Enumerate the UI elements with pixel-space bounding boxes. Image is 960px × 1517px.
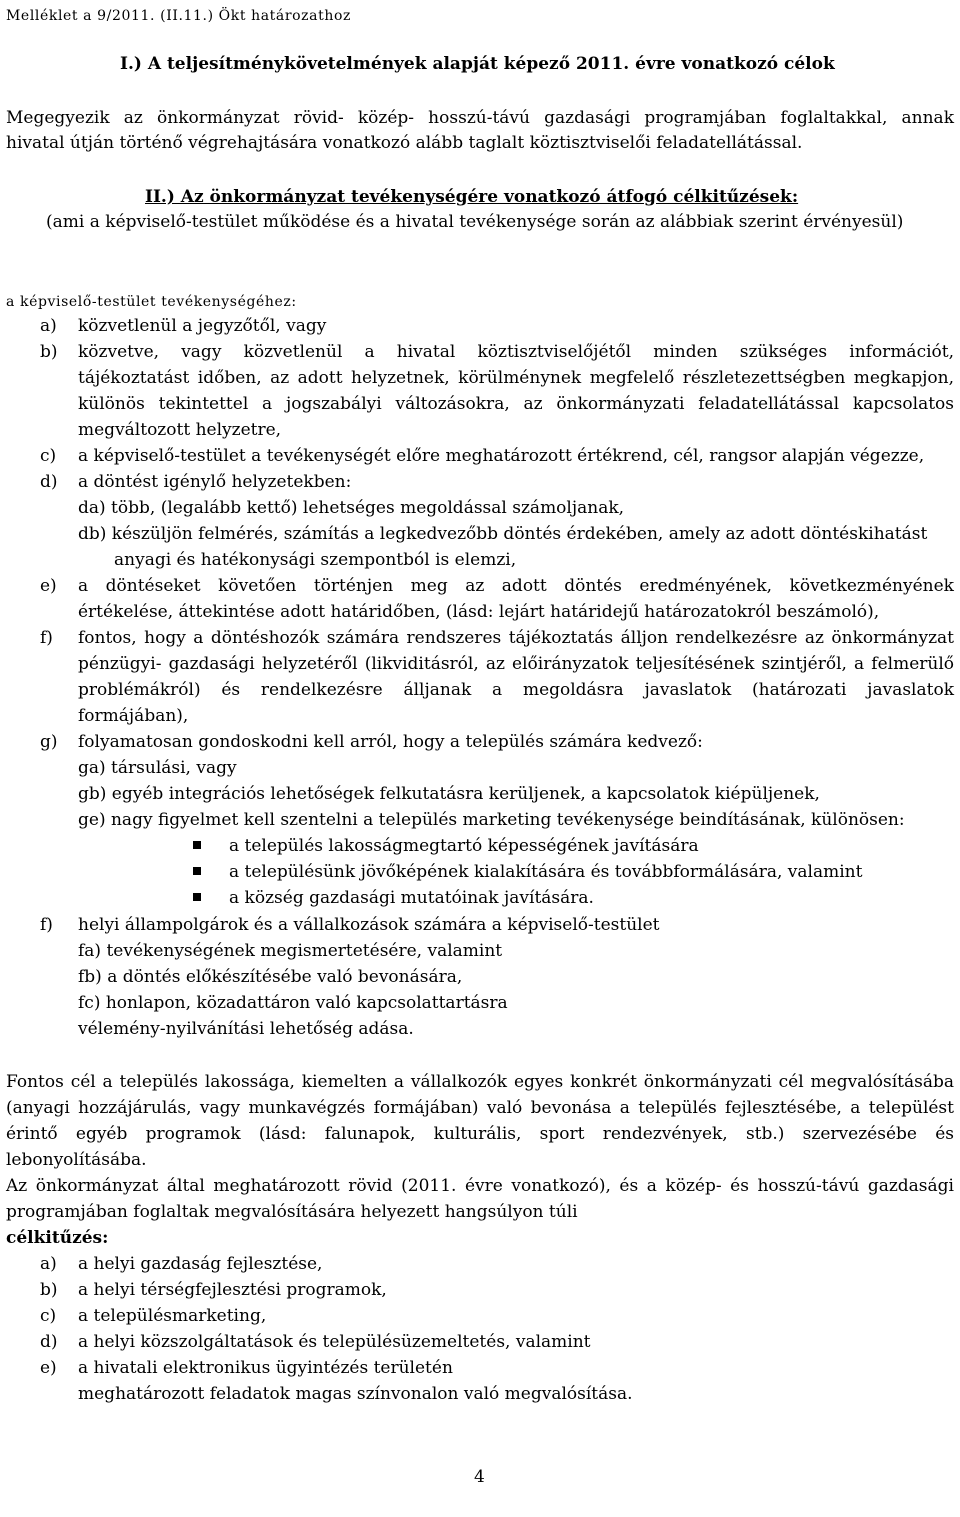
attachment-header: Melléklet a 9/2011. (II.11.) Ökt határozathoz — [6, 8, 351, 24]
list-item — [40, 628, 954, 648]
closing-paragraph-line: (anyagi hozzájárulás, vagy munkavégzés formájában) való bevonása a település fejlesztésébe, a települést — [6, 1098, 954, 1118]
list-continuation: tájékoztatást időben, az adott helyzetnek, körülménynek megfelelő részletezettségben megkapjon, — [78, 368, 954, 388]
goal-continuation: meghatározott feladatok magas színvonalon való megvalósítása. — [78, 1384, 633, 1404]
list-item — [40, 446, 924, 466]
sub-list-item: fc) honlapon, közadattáron való kapcsolattartásra — [78, 993, 508, 1013]
list-label: e) — [40, 576, 57, 596]
sub-list-item: ga) társulási, vagy — [78, 758, 237, 778]
square-bullet-icon — [193, 893, 201, 901]
list-text: közvetlenül a jegyzőtől, vagy — [78, 316, 327, 336]
list-text: a képviselő-testület a tevékenységét előre meghatározott értékrend, cél, rangsor alapján végezze, — [78, 446, 925, 466]
list-text: fontos, hogy a döntéshozók számára rendszeres tájékoztatás álljon rendelkezésre az önkormányzat — [78, 628, 954, 648]
list-text: közvetve, vagy közvetlenül a hivatal köztisztviselőjétől minden szükséges információt, — [78, 342, 954, 362]
sub-list-item: db) készüljön felmérés, számítás a legkedvezőbb döntés érdekében, amely az adott döntéskihatást — [78, 524, 928, 544]
sub-list-continuation: vélemény-nyilvánítási lehetőség adása. — [78, 1019, 414, 1039]
list-label: c) — [40, 1306, 57, 1326]
list-intro: a képviselő-testület tevékenységéhez: — [6, 294, 297, 310]
bullet-item: a település lakosságmegtartó képességének javítására — [229, 836, 699, 856]
square-bullet-icon — [193, 841, 201, 849]
list-label: f) — [40, 915, 53, 935]
sub-list-item: fb) a döntés előkészítésébe való bevonására, — [78, 967, 463, 987]
list-text: a helyi közszolgáltatások és településüzemeltetés, valamint — [78, 1332, 591, 1352]
list-item — [40, 576, 954, 596]
list-continuation: értékelése, áttekintése adott határidőben, (lásd: lejárt határidejű határozatokról beszámoló), — [78, 602, 880, 622]
sub-list-item: ge) nagy figyelmet kell szentelni a település marketing tevékenysége beindításának, különösen: — [78, 810, 905, 830]
closing-paragraph-line: lebonyolításába. — [6, 1150, 147, 1170]
sub-list-item: da) több, (legalább kettő) lehetséges megoldással számoljanak, — [78, 498, 625, 518]
list-label: f) — [40, 628, 53, 648]
list-item — [40, 342, 954, 362]
closing-paragraph-line: Fontos cél a település lakossága, kiemelten a vállalkozók egyes konkrét önkormányzati cél megvalósításába — [6, 1072, 954, 1092]
list-item — [40, 915, 660, 935]
list-item — [40, 316, 326, 336]
closing-paragraph-line: programjában foglaltak megvalósítására helyezett hangsúlyon túli — [6, 1202, 578, 1222]
section-2-title: II.) Az önkormányzat tevékenységére vonatkozó átfogó célkitűzések: — [145, 187, 799, 207]
list-label: e) — [40, 1358, 57, 1378]
closing-paragraph-line: érintő egyéb programok (lásd: falunapok, kulturális, sport rendezvények, stb.) szervezésébe és — [6, 1124, 954, 1144]
list-label: b) — [40, 342, 58, 362]
list-text: a helyi gazdaság fejlesztése, — [78, 1254, 323, 1274]
list-label: a) — [40, 1254, 57, 1274]
list-continuation: problémákról) és rendelkezésre álljanak a megoldásra javaslatok (határozati javaslatok — [78, 680, 954, 700]
list-text: a hivatali elektronikus ügyintézés területén — [78, 1358, 453, 1378]
goals-title: célkitűzés: — [6, 1228, 109, 1248]
list-item — [40, 732, 703, 752]
bullet-item: a község gazdasági mutatóinak javítására. — [229, 888, 594, 908]
bullet-item: a településünk jövőképének kialakítására és továbbformálására, valamint — [229, 862, 863, 882]
section-2-subtitle: (ami a képviselő-testület működése és a hivatal tevékenysége során az alábbiak szerint érvényesül) — [46, 212, 904, 232]
list-item — [40, 472, 351, 492]
list-label: d) — [40, 1332, 58, 1352]
goal-item — [40, 1306, 266, 1326]
section-1-paragraph-line: Megegyezik az önkormányzat rövid- közép- hosszú-távú gazdasági programjában foglaltakkal, annak — [6, 108, 954, 128]
section-1-paragraph-line: hivatal útján történő végrehajtására vonatkozó alább taglalt köztisztviselői feladatellátással. — [6, 133, 803, 153]
sub-list-continuation: anyagi és hatékonysági szempontból is elemzi, — [114, 550, 517, 570]
list-continuation: megváltozott helyzetre, — [78, 420, 282, 440]
sub-list-item: fa) tevékenységének megismertetésére, valamint — [78, 941, 503, 961]
list-label: g) — [40, 732, 58, 752]
list-continuation: formájában), — [78, 706, 189, 726]
list-text: a döntést igénylő helyzetekben: — [78, 472, 352, 492]
list-continuation: különös tekintettel a jogszabályi változásokra, az önkormányzati feladatellátással kapcsolatos — [78, 394, 954, 414]
goal-item — [40, 1254, 322, 1274]
goal-item — [40, 1332, 591, 1352]
list-label: d) — [40, 472, 58, 492]
section-1-title: I.) A teljesítménykövetelmények alapját képező 2011. évre vonatkozó célok — [120, 54, 835, 74]
list-text: a döntéseket követően történjen meg az adott döntés eredményének, következményének — [78, 576, 954, 596]
sub-list-item: gb) egyéb integrációs lehetőségek felkutatásra kerüljenek, a kapcsolatok kiépüljenek, — [78, 784, 820, 804]
goal-item — [40, 1280, 387, 1300]
list-continuation: pénzügyi- gazdasági helyzetéről (likviditásról, az előirányzatok teljesítésének szintjéről, a felmerülő — [78, 654, 954, 674]
list-text: folyamatosan gondoskodni kell arról, hogy a település számára kedvező: — [78, 732, 703, 752]
list-text: a településmarketing, — [78, 1306, 267, 1326]
goal-item — [40, 1358, 453, 1378]
list-label: c) — [40, 446, 57, 466]
list-label: a) — [40, 316, 57, 336]
list-label: b) — [40, 1280, 58, 1300]
square-bullet-icon — [193, 867, 201, 875]
list-text: a helyi térségfejlesztési programok, — [78, 1280, 387, 1300]
list-text: helyi állampolgárok és a vállalkozások számára a képviselő-testület — [78, 915, 660, 935]
closing-paragraph-line: Az önkormányzat által meghatározott rövid (2011. évre vonatkozó), és a közép- és hosszú-távú gazdasági — [6, 1176, 954, 1196]
page-number: 4 — [474, 1467, 485, 1487]
